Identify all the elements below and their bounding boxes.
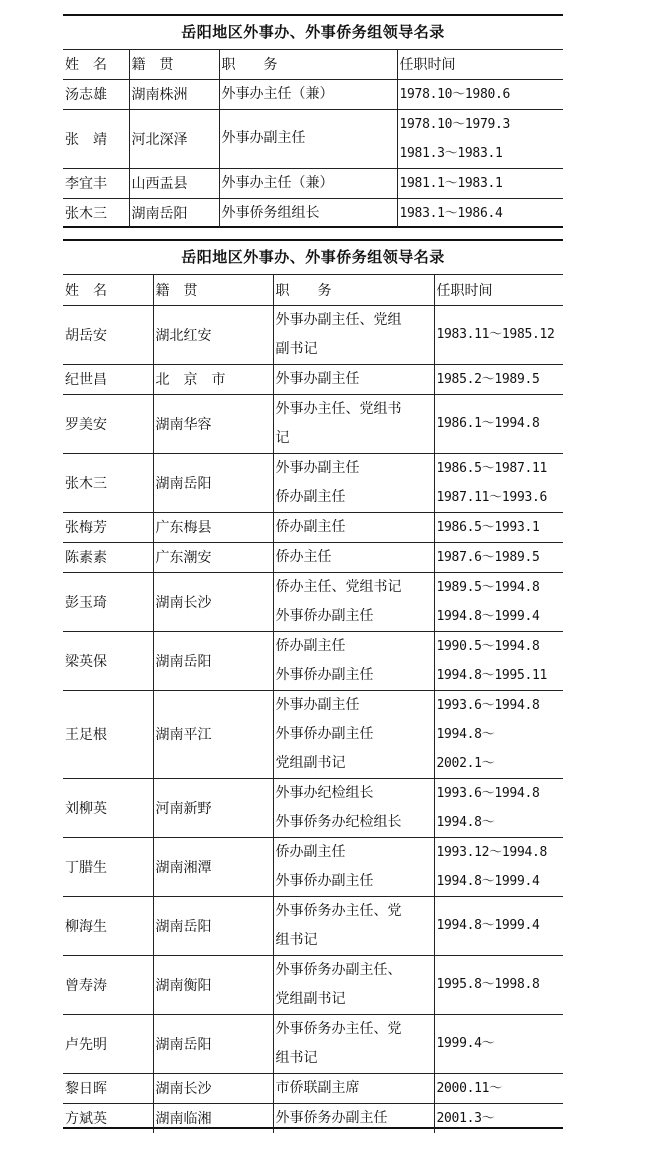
cell-origin: 湖南衡阳 — [153, 955, 273, 1014]
term-line: 1985.2～1989.5 — [436, 371, 540, 387]
cell-term — [397, 198, 563, 228]
cell-term — [434, 837, 563, 896]
cell-term — [434, 1103, 563, 1133]
term-line: 2000.11～ — [436, 1080, 502, 1096]
cell-term — [434, 896, 563, 955]
term-line: 1993.6～1994.8 — [436, 697, 540, 713]
duty-line: 外事办纪检组长 — [275, 784, 374, 801]
table-row — [63, 955, 563, 1014]
cell-duty — [219, 168, 397, 198]
duty-line: 市侨联副主席 — [275, 1079, 360, 1096]
table-row — [63, 896, 563, 955]
header-name: 姓 名 — [63, 49, 129, 79]
duty-line: 外事侨办副主任 — [275, 607, 374, 624]
cell-origin: 湖南湘潭 — [153, 837, 273, 896]
term-line: 1978.10～1979.3 — [399, 116, 511, 132]
cell-duty — [273, 572, 434, 631]
cell-name: 李宜丰 — [63, 168, 129, 198]
duty-line: 组书记 — [275, 1049, 318, 1066]
table-row — [63, 512, 563, 542]
cell-duty — [273, 364, 434, 394]
duty-line: 记 — [275, 429, 290, 446]
leader-table-1 — [63, 15, 563, 228]
cell-duty — [219, 109, 397, 168]
duty-line: 外事侨务办主任、党 — [275, 1020, 402, 1037]
cell-name: 张 靖 — [63, 109, 129, 168]
cell-name: 梁英保 — [63, 631, 153, 690]
cell-term — [397, 168, 563, 198]
table-row — [63, 1073, 563, 1103]
header-term: 任职时间 — [434, 274, 563, 305]
term-line: 1999.4～ — [436, 1036, 495, 1051]
cell-term — [434, 305, 563, 364]
header-duty: 职 务 — [273, 274, 434, 305]
duty-line: 侨办主任、党组书记 — [275, 578, 402, 595]
cell-name: 丁腊生 — [63, 837, 153, 896]
cell-term — [434, 572, 563, 631]
term-line: 1994.8～ — [436, 814, 495, 830]
cell-duty — [219, 79, 397, 109]
duty-line: 外事办主任、党组书 — [275, 400, 402, 417]
cell-term — [397, 79, 563, 109]
term-line: 1993.12～1994.8 — [436, 844, 548, 860]
cell-duty — [219, 198, 397, 228]
term-line: 1990.5～1994.8 — [436, 638, 540, 654]
table-title: 岳阳地区外事办、外事侨务组领导名录 — [181, 23, 445, 42]
cell-name: 罗美安 — [63, 394, 153, 453]
cell-origin: 湖南华容 — [153, 394, 273, 453]
header-origin: 籍 贯 — [129, 49, 219, 79]
cell-duty — [273, 542, 434, 572]
cell-origin: 湖南平江 — [153, 690, 273, 778]
duty-line: 侨办主任 — [275, 548, 332, 565]
duty-line: 外事侨务组组长 — [221, 204, 320, 221]
cell-name: 黎日晖 — [63, 1073, 153, 1103]
duty-line: 外事侨办副主任 — [275, 666, 374, 683]
cell-term — [434, 778, 563, 837]
term-line: 1986.5～1993.1 — [436, 519, 540, 535]
duty-line: 侨办副主任 — [275, 488, 346, 505]
cell-origin: 广东梅县 — [153, 512, 273, 542]
leader-table-2 — [63, 240, 563, 1133]
term-line: 1983.11～1985.12 — [436, 327, 555, 342]
cell-duty — [273, 394, 434, 453]
cell-term — [434, 364, 563, 394]
cell-duty — [273, 305, 434, 364]
cell-term — [434, 542, 563, 572]
cell-name: 王足根 — [63, 690, 153, 778]
term-line: 1989.5～1994.8 — [436, 579, 540, 595]
table-title-row — [63, 15, 563, 49]
term-line: 1993.6～1994.8 — [436, 785, 540, 801]
term-line: 2001.3～ — [436, 1110, 495, 1126]
duty-line: 外事办副主任、党组 — [275, 311, 402, 328]
cell-name: 陈素素 — [63, 542, 153, 572]
duty-line: 党组副书记 — [275, 990, 346, 1007]
table-title: 岳阳地区外事办、外事侨务组领导名录 — [181, 248, 445, 267]
duty-line: 外事侨办副主任 — [275, 872, 374, 889]
cell-duty — [273, 778, 434, 837]
cell-origin: 湖南岳阳 — [129, 198, 219, 228]
term-line: 1994.8～ — [436, 726, 495, 742]
term-line: 1994.8～1999.4 — [436, 873, 540, 889]
cell-term — [434, 394, 563, 453]
cell-origin: 河北深泽 — [129, 109, 219, 168]
term-line: 1981.3～1983.1 — [399, 145, 503, 161]
table-row — [63, 168, 563, 198]
duty-line: 外事侨务办副主任、 — [275, 961, 402, 978]
duty-line: 外事办副主任 — [275, 370, 360, 387]
term-line: 1994.8～1995.11 — [436, 667, 548, 683]
cell-origin: 湖南岳阳 — [153, 896, 273, 955]
header-term: 任职时间 — [397, 49, 563, 79]
duty-line: 侨办副主任 — [275, 637, 346, 654]
cell-origin: 湖南岳阳 — [153, 631, 273, 690]
table-row — [63, 394, 563, 453]
duty-line: 外事侨务办副主任 — [275, 1109, 388, 1126]
duty-line: 组书记 — [275, 931, 318, 948]
term-line: 1986.1～1994.8 — [436, 416, 540, 431]
term-line: 1981.1～1983.1 — [399, 175, 503, 191]
cell-name: 汤志雄 — [63, 79, 129, 109]
duty-line: 侨办副主任 — [275, 518, 346, 535]
cell-term — [434, 453, 563, 512]
table-title-row — [63, 240, 563, 274]
header-duty: 职 务 — [219, 49, 397, 79]
duty-line: 侨办副主任 — [275, 843, 346, 860]
term-line: 1995.8～1998.8 — [436, 977, 540, 992]
table-row — [63, 1103, 563, 1133]
duty-line: 外事办副主任 — [275, 459, 360, 476]
cell-duty — [273, 1014, 434, 1073]
cell-duty — [273, 512, 434, 542]
cell-name: 柳海生 — [63, 896, 153, 955]
cell-name: 胡岳安 — [63, 305, 153, 364]
term-line: 1994.8～1999.4 — [436, 918, 540, 933]
cell-name: 刘柳英 — [63, 778, 153, 837]
table-row — [63, 778, 563, 837]
table-row — [63, 79, 563, 109]
cell-name: 卢先明 — [63, 1014, 153, 1073]
cell-term — [397, 109, 563, 168]
duty-line: 外事办主任（兼） — [221, 174, 334, 191]
table-row — [63, 453, 563, 512]
cell-name: 张梅芳 — [63, 512, 153, 542]
table-row — [63, 109, 563, 168]
cell-duty — [273, 453, 434, 512]
cell-origin: 湖南临湘 — [153, 1103, 273, 1133]
header-origin: 籍 贯 — [153, 274, 273, 305]
cell-origin: 湖南长沙 — [153, 572, 273, 631]
cell-origin: 湖南岳阳 — [153, 453, 273, 512]
duty-line: 外事侨办副主任 — [275, 725, 374, 742]
cell-term — [434, 631, 563, 690]
cell-duty — [273, 896, 434, 955]
cell-duty — [273, 955, 434, 1014]
term-line: 1987.6～1989.5 — [436, 549, 540, 565]
table-row — [63, 572, 563, 631]
cell-duty — [273, 837, 434, 896]
cell-name: 张木三 — [63, 453, 153, 512]
term-line: 1987.11～1993.6 — [436, 489, 548, 505]
duty-line: 外事办副主任 — [275, 696, 360, 713]
cell-duty — [273, 631, 434, 690]
cell-name: 曾寿涛 — [63, 955, 153, 1014]
table-header-row — [63, 49, 563, 79]
duty-line: 外事侨务办纪检组长 — [275, 813, 402, 830]
cell-term — [434, 955, 563, 1014]
cell-duty — [273, 1073, 434, 1103]
term-line: 1983.1～1986.4 — [399, 205, 503, 221]
cell-origin: 湖南岳阳 — [153, 1014, 273, 1073]
table-row — [63, 542, 563, 572]
table-row — [63, 305, 563, 364]
cell-duty — [273, 690, 434, 778]
cell-term — [434, 690, 563, 778]
term-line: 1978.10～1980.6 — [399, 86, 511, 102]
cell-origin: 广东潮安 — [153, 542, 273, 572]
duty-line: 党组副书记 — [275, 754, 346, 771]
duty-line: 外事办副主任 — [221, 130, 306, 146]
cell-term — [434, 512, 563, 542]
term-line: 1994.8～1999.4 — [436, 608, 540, 624]
header-name: 姓 名 — [63, 274, 153, 305]
table-row — [63, 198, 563, 228]
cell-name: 纪世昌 — [63, 364, 153, 394]
table-row — [63, 1014, 563, 1073]
cell-name: 张木三 — [63, 198, 129, 228]
table-header-row — [63, 274, 563, 305]
duty-line: 外事侨务办主任、党 — [275, 902, 402, 919]
duty-line: 副书记 — [275, 340, 318, 357]
cell-term — [434, 1073, 563, 1103]
cell-origin: 湖南株洲 — [129, 79, 219, 109]
term-line: 1986.5～1987.11 — [436, 460, 548, 476]
term-line: 2002.1～ — [436, 755, 495, 771]
table-row — [63, 631, 563, 690]
cell-duty — [273, 1103, 434, 1133]
cell-term — [434, 1014, 563, 1073]
cell-name: 彭玉琦 — [63, 572, 153, 631]
cell-name: 方斌英 — [63, 1103, 153, 1133]
cell-origin: 山西盂县 — [129, 168, 219, 198]
cell-origin: 湖南长沙 — [153, 1073, 273, 1103]
cell-origin: 湖北红安 — [153, 305, 273, 364]
table-row — [63, 837, 563, 896]
cell-origin: 北 京 市 — [153, 364, 273, 394]
table-row — [63, 690, 563, 778]
cell-origin: 河南新野 — [153, 778, 273, 837]
table-row — [63, 364, 563, 394]
duty-line: 外事办主任（兼） — [221, 85, 334, 102]
